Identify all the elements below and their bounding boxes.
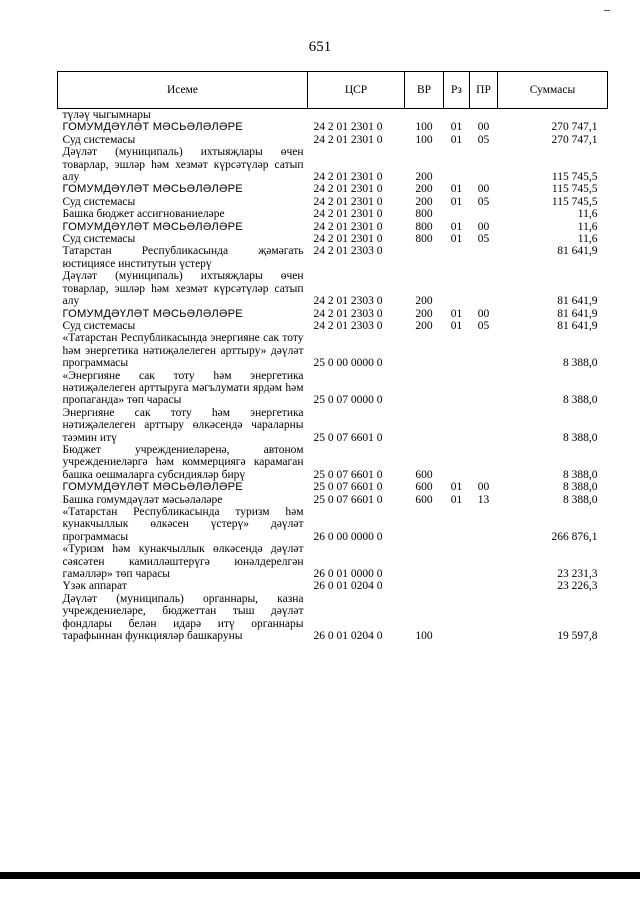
cell-vr: 800 <box>415 220 433 233</box>
cell-rz: 01 <box>450 121 463 134</box>
table-row <box>58 221 608 233</box>
cell-vr: 200 <box>415 319 433 332</box>
cell-csr: 26 0 01 0204 0 <box>313 580 383 593</box>
cell-sum: 19 597,8 <box>557 630 598 643</box>
cell-vr: 100 <box>415 121 433 134</box>
cell-sum: 8 388,0 <box>563 493 598 506</box>
cell-sum: 8 388,0 <box>563 431 598 444</box>
cell-pr: 05 <box>477 319 490 332</box>
cell-name: Башка гомумдәүләт мәсьәләләре <box>62 493 223 506</box>
table-row <box>58 146 608 183</box>
cell-sum: 115 745,5 <box>551 195 598 208</box>
cell-vr <box>405 506 444 543</box>
cell-csr: 26 0 00 0000 0 <box>313 530 383 543</box>
table-row <box>58 332 608 369</box>
cell-pr <box>470 444 498 481</box>
table-row <box>58 407 608 444</box>
cell-vr: 800 <box>415 233 433 246</box>
cell-csr: 24 2 01 2301 0 <box>313 233 383 246</box>
cell-name: «Энергияне сак тоту һәм энергетика нәтиҗәлелеген арттыруга мәгълумати ярдәм һәм пропаганда» төп чарасы <box>62 369 304 407</box>
cell-sum: 270 747,1 <box>551 121 598 134</box>
table-row <box>58 233 608 245</box>
cell-csr: 26 0 01 0204 0 <box>313 630 383 643</box>
cell-sum: 8 388,0 <box>563 357 598 370</box>
table-row <box>58 506 608 543</box>
cell-name: ГОМУМДӘҮЛӘТ МӘСЬӘЛӘЛӘРЕ <box>62 121 243 134</box>
cell-rz <box>444 270 470 307</box>
cell-name: Үзәк аппарат <box>62 580 127 593</box>
table-row <box>58 494 608 506</box>
table-row <box>58 543 608 580</box>
cell-csr: 25 0 07 6601 0 <box>313 431 383 444</box>
cell-name: «Татарстан Республикасында энергияне сак тоту һәм энергетика нәтиҗәлелеген арттыру» дәүләт программасы <box>62 332 304 370</box>
cell-name: Дәүләт (муниципаль) ихтыяҗлары өчен товарлар, эшләр һәм хезмәт күрсәтүләр сатып алу <box>62 146 304 184</box>
cell-vr <box>405 407 444 444</box>
cell-vr: 600 <box>415 481 433 494</box>
cell-pr: 13 <box>477 493 490 506</box>
cell-sum: 8 388,0 <box>563 468 598 481</box>
cell-pr: 00 <box>477 220 490 233</box>
cell-rz <box>444 407 470 444</box>
cell-rz <box>444 444 470 481</box>
header-sum: Суммасы <box>498 72 608 109</box>
cell-vr: 200 <box>415 195 433 208</box>
cell-vr <box>405 580 444 592</box>
cell-sum: 81 641,9 <box>557 319 598 332</box>
cell-vr: 600 <box>415 468 433 481</box>
cell-name: Дәүләт (муниципаль) ихтыяҗлары өчен товарлар, эшләр һәм хезмәт күрсәтүләр сатып алу <box>62 270 304 308</box>
table-row <box>58 593 608 643</box>
cell-rz <box>444 332 470 369</box>
table-row <box>58 370 608 407</box>
cell-csr: 24 2 01 2301 0 <box>313 183 383 196</box>
cell-name: «Туризм һәм кунакчыллык өлкәсендә дәүләт сәясәтен камилләштерүгә юнәлдерелгән гамәлләр» төп чарасы <box>62 543 304 581</box>
cell-csr: 26 0 01 0000 0 <box>313 568 383 581</box>
cell-pr <box>470 245 498 270</box>
cell-vr: 600 <box>415 493 433 506</box>
cell-vr <box>405 543 444 580</box>
cell-sum: 23 226,3 <box>557 580 598 593</box>
cell-pr <box>470 109 498 122</box>
cell-name: Татарстан Республикасында җәмәгать юстициясе институтын үстерү <box>62 245 304 270</box>
table-body <box>58 109 608 643</box>
cell-vr <box>405 370 444 407</box>
cell-vr: 200 <box>415 307 433 320</box>
cell-pr <box>470 506 498 543</box>
cell-csr: 24 2 01 2301 0 <box>313 195 383 208</box>
cell-vr <box>405 109 444 122</box>
scan-mark <box>604 10 610 11</box>
cell-sum: 11,6 <box>577 208 598 221</box>
cell-vr <box>405 332 444 369</box>
cell-csr <box>308 109 405 122</box>
cell-pr <box>470 543 498 580</box>
budget-table <box>57 71 608 642</box>
cell-rz <box>444 245 470 270</box>
cell-name: ГОМУМДӘҮЛӘТ МӘСЬӘЛӘЛӘРЕ <box>62 183 243 196</box>
cell-vr: 200 <box>415 183 433 196</box>
cell-csr: 25 0 07 6601 0 <box>313 481 383 494</box>
cell-name: түләү чыгымнары <box>62 109 151 121</box>
cell-name: ГОМУМДӘҮЛӘТ МӘСЬӘЛӘЛӘРЕ <box>62 220 243 233</box>
cell-rz: 01 <box>450 319 463 332</box>
cell-rz: 01 <box>450 133 463 146</box>
cell-sum: 8 388,0 <box>563 481 598 494</box>
cell-rz <box>444 506 470 543</box>
table-row <box>58 134 608 146</box>
page-number: 651 <box>308 39 332 55</box>
cell-csr: 24 2 01 2301 0 <box>313 220 383 233</box>
cell-rz: 01 <box>450 220 463 233</box>
cell-name: Энергияне сак тоту һәм энергетика нәтиҗәлелеген арттыру өлкәсендә чараларны тәэмин итү <box>62 406 304 444</box>
table-row <box>58 121 608 133</box>
cell-rz: 01 <box>450 233 463 246</box>
cell-pr: 05 <box>477 233 490 246</box>
cell-vr: 100 <box>415 630 433 643</box>
cell-sum: 266 876,1 <box>551 530 598 543</box>
cell-vr: 800 <box>415 208 433 221</box>
table-row <box>58 109 608 122</box>
scan-bottom-bar <box>0 872 640 879</box>
cell-rz: 01 <box>450 493 463 506</box>
cell-sum: 11,6 <box>577 233 598 246</box>
cell-sum: 8 388,0 <box>563 394 598 407</box>
table-row <box>58 320 608 332</box>
cell-csr: 24 2 01 2303 0 <box>313 307 383 320</box>
header-name: Исеме <box>58 72 308 109</box>
table-header <box>58 72 608 109</box>
cell-csr: 25 0 07 6601 0 <box>313 493 383 506</box>
cell-pr: 00 <box>477 307 490 320</box>
cell-pr <box>470 208 498 220</box>
cell-pr <box>470 332 498 369</box>
cell-rz <box>444 593 470 643</box>
cell-rz <box>444 146 470 183</box>
table-row <box>58 208 608 220</box>
cell-sum: 81 641,9 <box>557 307 598 320</box>
cell-csr: 25 0 00 0000 0 <box>313 357 383 370</box>
table-row <box>58 308 608 320</box>
cell-pr: 05 <box>477 195 490 208</box>
cell-csr: 24 2 01 2303 0 <box>313 319 383 332</box>
cell-csr: 24 2 01 2303 0 <box>313 245 383 258</box>
table-row <box>58 580 608 592</box>
cell-name: Башка бюджет ассигнованиеләре <box>62 208 225 221</box>
cell-csr: 24 2 01 2303 0 <box>313 295 383 308</box>
cell-pr <box>470 407 498 444</box>
cell-sum: 115 745,5 <box>551 171 598 184</box>
cell-sum <box>498 109 608 122</box>
cell-sum: 81 641,9 <box>557 245 598 258</box>
cell-sum: 23 231,3 <box>557 568 598 581</box>
cell-vr: 200 <box>415 171 433 184</box>
cell-name: Дәүләт (муниципаль) органнары, казна учреждениеләре, бюджеттан тыш дәүләт фондлары белән идарә итү органнары тарафыннан функцияләр башкаруны <box>62 592 304 643</box>
cell-rz: 01 <box>450 183 463 196</box>
table-row <box>58 245 608 270</box>
cell-csr: 24 2 01 2301 0 <box>313 133 383 146</box>
cell-csr: 25 0 07 6601 0 <box>313 468 383 481</box>
cell-pr <box>470 593 498 643</box>
cell-pr: 00 <box>477 183 490 196</box>
cell-csr: 24 2 01 2301 0 <box>313 208 383 221</box>
cell-name: Суд системасы <box>62 319 136 332</box>
table-row <box>58 196 608 208</box>
cell-sum: 270 747,1 <box>551 133 598 146</box>
cell-rz: 01 <box>450 481 463 494</box>
table-row <box>58 183 608 195</box>
cell-pr: 05 <box>477 133 490 146</box>
cell-csr: 24 2 01 2301 0 <box>313 171 383 184</box>
cell-name: ГОМУМДӘҮЛӘТ МӘСЬӘЛӘЛӘРЕ <box>62 307 243 320</box>
table-row <box>58 270 608 307</box>
cell-name: Бюджет учреждениеләренә, автоном учреждениеләргә һәм коммерциягә карамаган башка оешмаларга субсидияләр бирү <box>62 443 304 481</box>
cell-name: «Татарстан Республикасында туризм һәм кунакчыллык өлкәсен үстерү» дәүләт программасы <box>62 506 304 543</box>
cell-sum: 11,6 <box>577 220 598 233</box>
cell-name: ГОМУМДӘҮЛӘТ МӘСЬӘЛӘЛӘРЕ <box>62 481 243 494</box>
cell-csr: 24 2 01 2301 0 <box>313 121 383 134</box>
cell-rz <box>444 580 470 592</box>
cell-rz <box>444 208 470 220</box>
cell-pr: 00 <box>477 481 490 494</box>
header-rz: Рз <box>444 72 470 109</box>
cell-sum: 81 641,9 <box>557 295 598 308</box>
cell-rz <box>444 370 470 407</box>
cell-rz <box>444 109 470 122</box>
cell-pr <box>470 270 498 307</box>
header-csr: ЦСР <box>308 72 405 109</box>
cell-sum: 115 745,5 <box>551 183 598 196</box>
cell-name: Суд системасы <box>62 195 136 208</box>
cell-vr: 200 <box>415 295 433 308</box>
cell-rz <box>444 543 470 580</box>
cell-pr <box>470 580 498 592</box>
cell-name: Суд системасы <box>62 233 136 246</box>
header-pr: ПР <box>470 72 498 109</box>
cell-pr: 00 <box>477 121 490 134</box>
cell-name: Суд системасы <box>62 133 136 146</box>
cell-pr <box>470 146 498 183</box>
cell-vr <box>405 245 444 270</box>
cell-rz: 01 <box>450 307 463 320</box>
cell-rz: 01 <box>450 195 463 208</box>
header-vr: ВР <box>405 72 444 109</box>
cell-vr: 100 <box>415 133 433 146</box>
cell-pr <box>470 370 498 407</box>
cell-csr: 25 0 07 0000 0 <box>313 394 383 407</box>
table-row <box>58 481 608 493</box>
table-row <box>58 444 608 481</box>
